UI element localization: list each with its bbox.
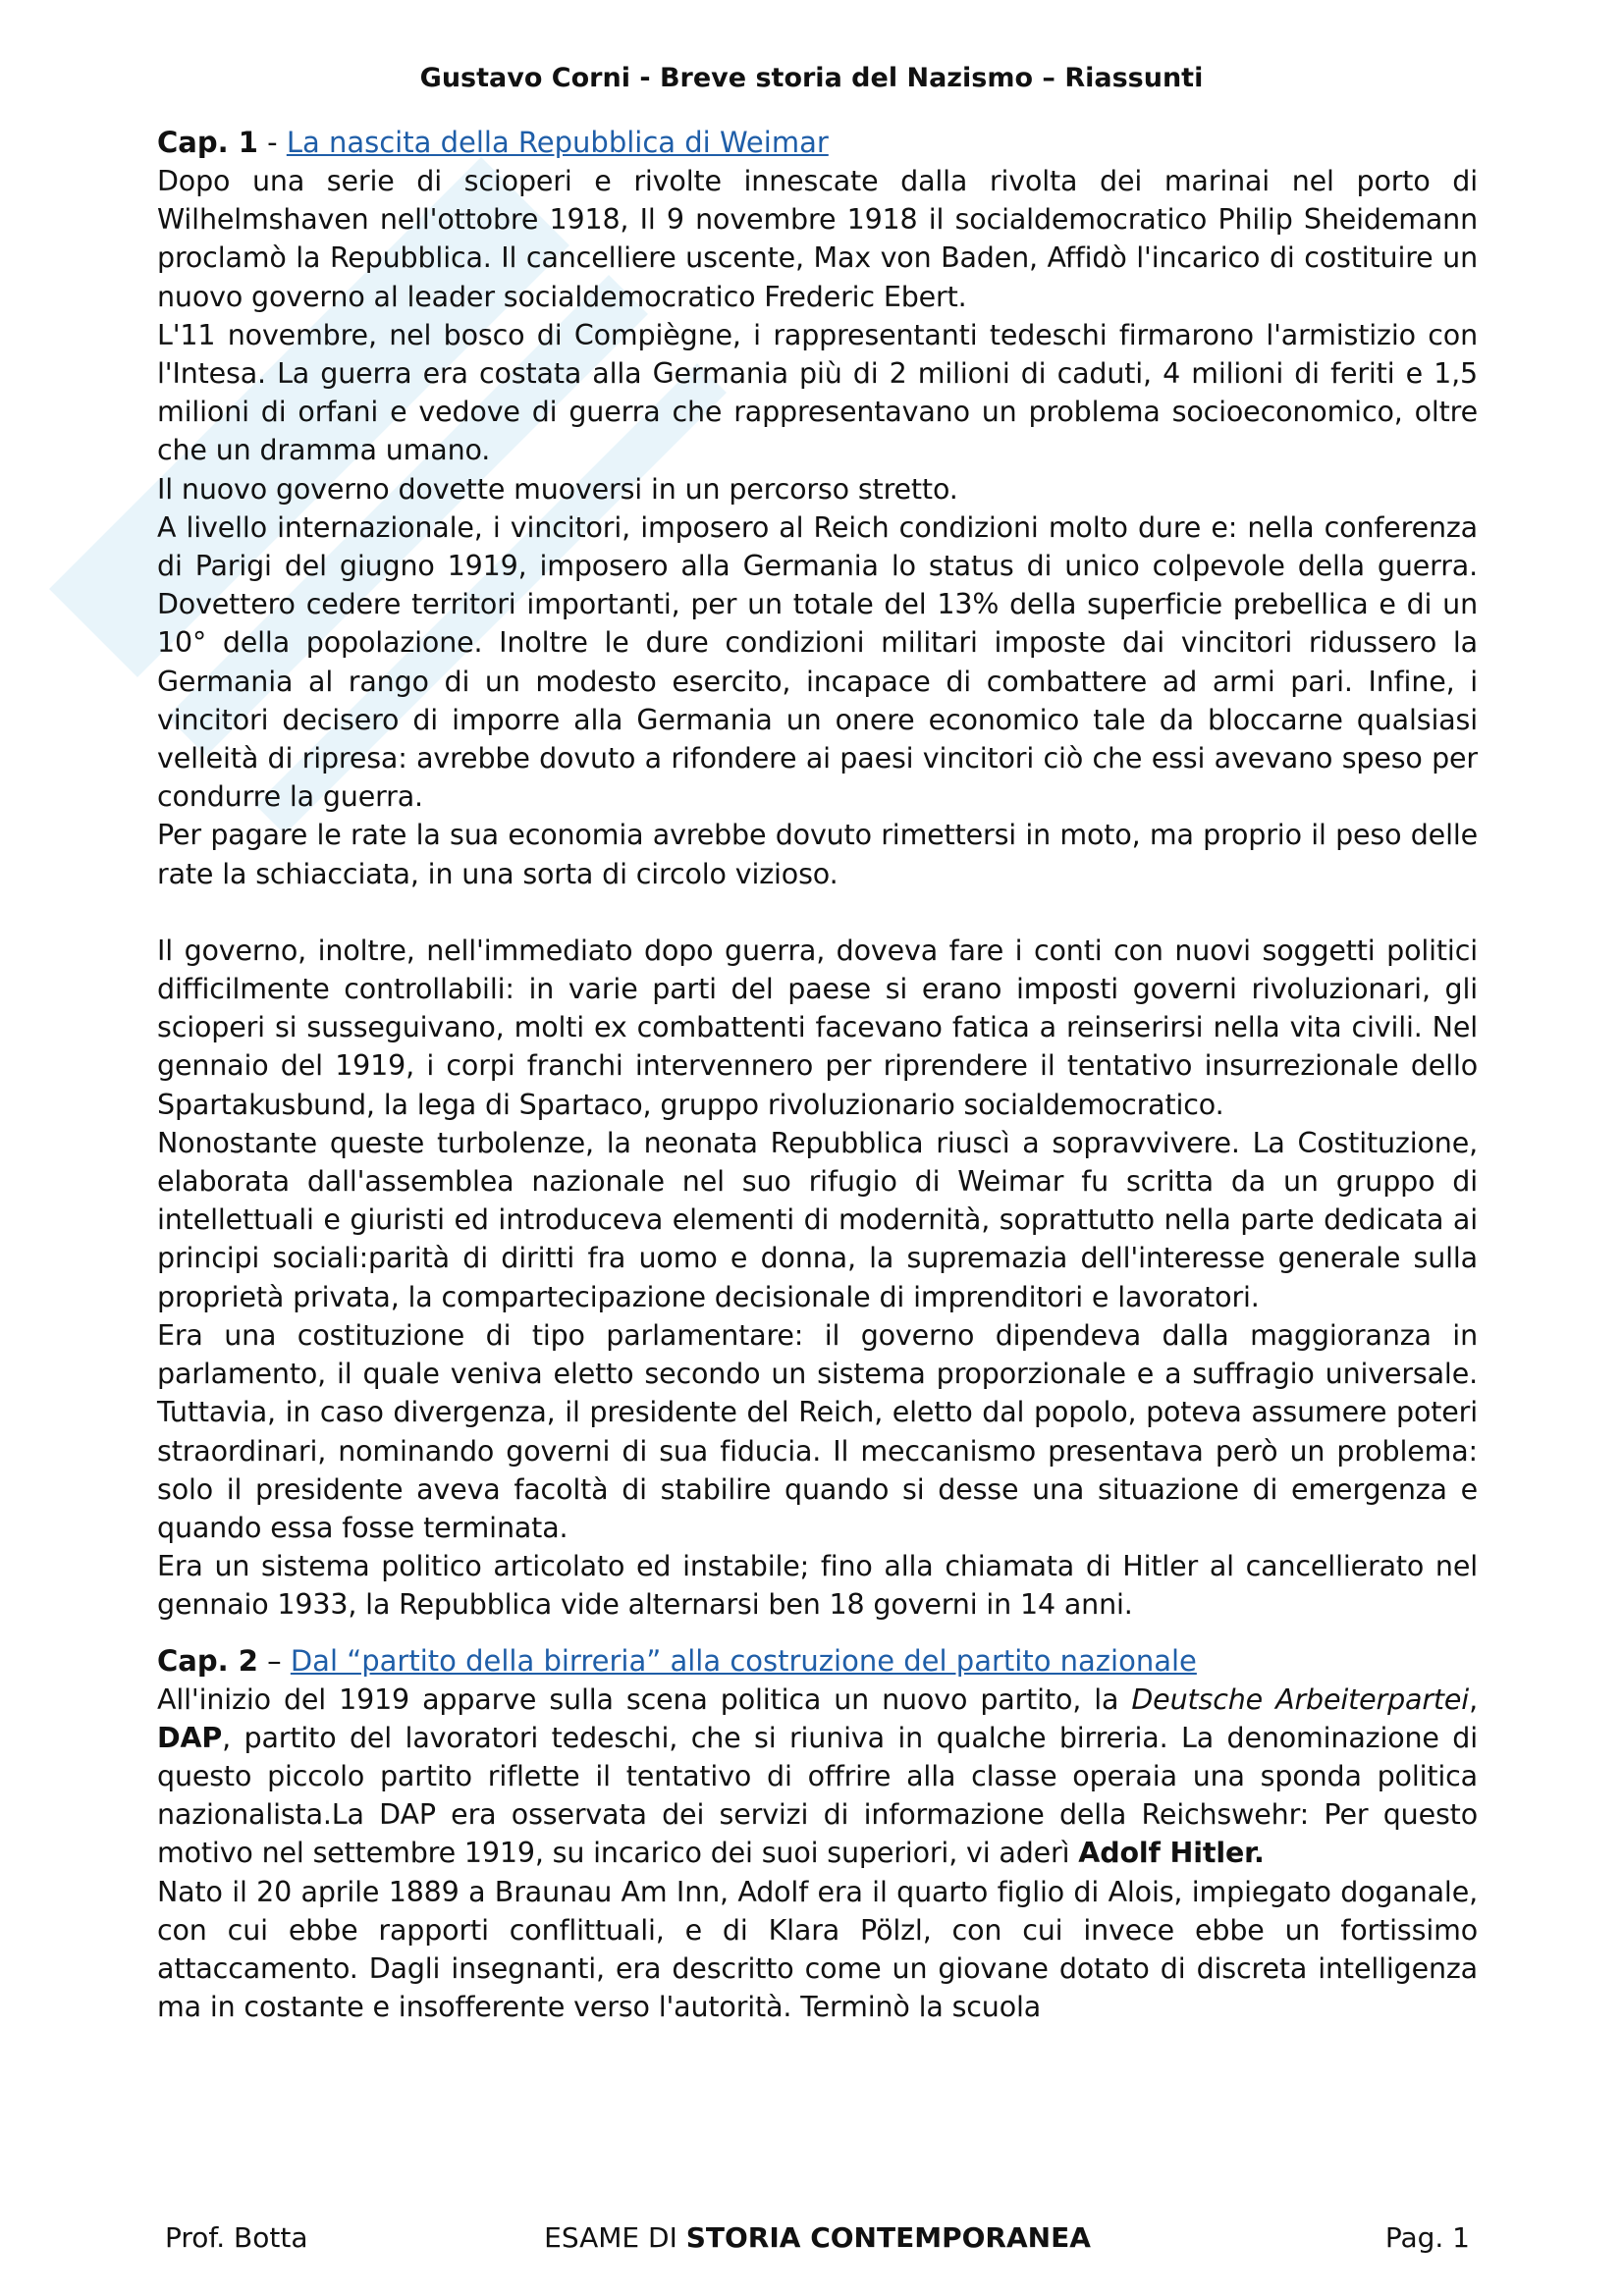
text-run: , (1469, 1682, 1478, 1716)
page-title: Gustavo Corni - Breve storia del Nazismo – Riassunti (419, 63, 1204, 93)
paragraph (157, 1681, 1478, 1873)
document-body (157, 124, 1478, 2026)
paragraph: Il nuovo governo dovette muoversi in un percorso stretto. (157, 472, 958, 506)
blank-line (157, 893, 1478, 932)
chapter-1-separator: - (257, 126, 287, 159)
chapter-1-title-link[interactable]: La nascita della Repubblica di Weimar (286, 126, 829, 159)
paragraph: Era un sistema politico articolato ed instabile; fino alla chiamata di Hitler al cancellierato nel gennaio 1933, la Repubblica vide alternarsi ben 18 governi in 14 anni. (157, 1550, 1478, 1622)
chapter-2-separator: – (257, 1643, 291, 1678)
paragraph: Nato il 20 aprile 1889 a Braunau Am Inn, Adolf era il quarto figlio di Alois, impiegato doganale, con cui ebbe rapporti conflittuali, e di Klara Pölzl, con cui invece ebbe un fortissimo attaccamento. Dagli insegnanti, era descritto come un giovane dotato di discreta intelligenza ma in costante e insofferente verso l'autorità. Terminò la scuola (157, 1875, 1478, 2024)
paragraph: Dopo una serie di scioperi e rivolte innescate dalla rivolta dei marinai nel porto di Wilhelmshaven nell'ottobre 1918, Il 9 novembre 1918 il socialdemocratico Philip Sheidemann proclamò la Repubblica. Il cancelliere uscente, Max von Baden, Affidò l'incarico di costituire un nuovo governo al leader socialdemocratico Frederic Ebert. (157, 165, 1478, 313)
paragraph: A livello internazionale, i vincitori, imposero al Reich condizioni molto dure e: nella conferenza di Parigi del giugno 1919, imposero alla Germania lo status di unico colpevole della guerra. Dovettero cedere territori importanti, per un totale del 13% della superficie prebellica e di un 10° della popolazione. Inoltre le dure condizioni militari imposte dai vincitori ridussero la Germania al rango di un modesto esercito, incapace di combattere ad armi pari. Infine, i vincitori decisero di imporre alla Germania un onere economico tale da bloccarne qualsiasi velleità di ripresa: avrebbe dovuto a rifondere ai paesi vincitori ciò che essi avevano speso per condurre la guerra. (157, 510, 1478, 814)
chapter-2-title-link[interactable]: Dal “partito della birreria” alla costruzione del partito nazionale (290, 1643, 1197, 1678)
footer-course-prefix: ESAME DI (544, 2221, 686, 2254)
text-run-italic: Deutsche Arbeiterpartei (1131, 1682, 1470, 1716)
footer-page-number: Pag. 1 (1384, 2221, 1470, 2254)
chapter-2-heading (157, 1642, 1478, 1681)
text-run: All'inizio del 1919 apparve sulla scena politica un nuovo partito, la (157, 1682, 1132, 1716)
paragraph: L'11 novembre, nel bosco di Compiègne, i rappresentanti tedeschi firmarono l'armistizio con l'Intesa. La guerra era costata alla Germania più di 2 milioni di caduti, 4 milioni di feriti e 1,5 milioni di orfani e vedove di guerra che rappresentavano un problema socioeconomico, oltre che un dramma umano. (157, 318, 1478, 467)
chapter-2-label: Cap. 2 (157, 1643, 258, 1678)
text-run-bold: Adolf Hitler. (1078, 1837, 1265, 1870)
paragraph: Il governo, inoltre, nell'immediato dopo guerra, doveva fare i conti con nuovi soggetti politici difficilmente controllabili: in varie parti del paese si erano imposti governi rivoluzionari, gli scioperi si susseguivano, molti ex combattenti facevano fatica a reinserirsi nella vita civili. Nel gennaio del 1919, i corpi franchi intervennero per riprendere il tentativo insurrezionale dello Spartakusbund, la lega di Spartaco, gruppo rivoluzionario socialdemocratico. (157, 934, 1478, 1121)
footer-course (157, 2220, 1478, 2256)
footer-course-name: STORIA CONTEMPORANEA (685, 2221, 1091, 2254)
paragraph: Era una costituzione di tipo parlamentare: il governo dipendeva dalla maggioranza in parlamento, il quale veniva eletto secondo un sistema proporzionale e a suffragio universale. Tuttavia, in caso divergenza, il presidente del Reich, eletto dal popolo, poteva assumere poteri straordinari, nominando governi di sua fiducia. Il meccanismo presentava però un problema: solo il presidente aveva facoltà di stabilire quando si desse una situazione di emergenza e quando essa fosse terminata. (157, 1318, 1478, 1544)
text-run-bold: DAP (157, 1721, 223, 1754)
chapter-1-label: Cap. 1 (157, 126, 258, 159)
paragraph: Per pagare le rate la sua economia avrebbe dovuto rimettersi in moto, ma proprio il peso delle rate la schiacciata, in una sorta di circolo vizioso. (157, 819, 1478, 890)
paragraph: Nonostante queste turbolenze, la neonata Repubblica riuscì a sopravvivere. La Costituzione, elaborata dall'assemblea nazionale nel suo rifugio di Weimar fu scritta da un gruppo di intellettuali e giuristi ed introduceva elementi di modernità, soprattutto nella parte dedicata ai principi sociali:parità di diritti fra uomo e donna, la supremazia dell'interesse generale sulla proprietà privata, la compartecipazione decisionale di imprenditori e lavoratori. (157, 1126, 1478, 1313)
chapter-1-heading (157, 124, 1478, 162)
section-gap (157, 1625, 1478, 1642)
text-run: , partito del lavoratori tedeschi, che si riuniva in qualche birreria. La denominazione di questo piccolo partito riflette il tentativo di offrire alla classe operaia una sponda politica nazionalista.La DAP era osservata dei servizi di informazione della Reichswehr: Per questo motivo nel settembre 1919, su incarico dei suoi superiori, vi aderì (157, 1721, 1478, 1870)
footer-author: Prof. Botta (165, 2221, 308, 2254)
